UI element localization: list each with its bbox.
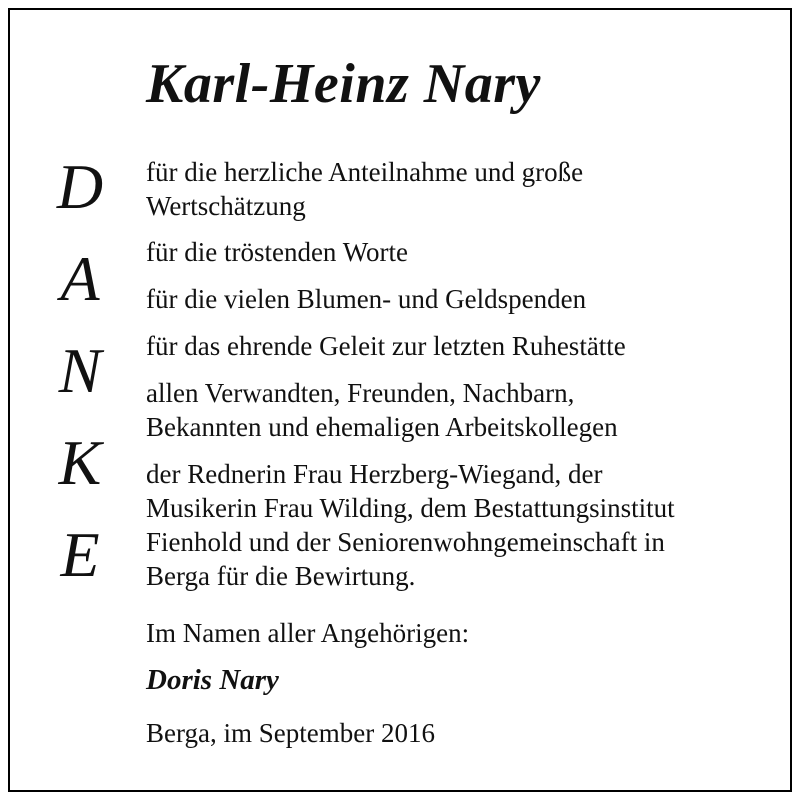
danke-letter-d: D — [56, 151, 104, 222]
thanks-line: Wertschätzung — [146, 191, 306, 221]
thanks-line: Musikerin Frau Wilding, dem Bestattungsinstitut — [146, 493, 675, 523]
thanks-line: für die tröstenden Worte — [146, 237, 408, 267]
thanks-line: Berga für die Bewirtung. — [146, 561, 416, 591]
closing-text: Im Namen aller Angehörigen: — [146, 618, 470, 648]
danke-letter-a: A — [60, 243, 100, 314]
obituary-thanks-notice — [8, 8, 792, 792]
danke-letter-k: K — [58, 427, 102, 498]
thanks-line: Bekannten und ehemaligen Arbeitskollegen — [146, 412, 618, 442]
signature-name: Doris Nary — [146, 664, 279, 696]
thanks-line: für die vielen Blumen- und Geldspenden — [146, 284, 587, 314]
danke-letter-e: E — [60, 519, 100, 590]
danke-vertical-word — [40, 151, 120, 615]
thanks-line: allen Verwandten, Freunden, Nachbarn, — [146, 378, 575, 408]
thanks-line: Fienhold und der Seniorenwohngemeinschaft in — [146, 527, 665, 557]
danke-letter-n: N — [58, 335, 102, 406]
place-date: Berga, im September 2016 — [146, 718, 435, 748]
deceased-name: Karl-Heinz Nary — [146, 53, 541, 115]
thanks-line: der Rednerin Frau Herzberg-Wiegand, der — [146, 459, 603, 489]
thanks-line: für das ehrende Geleit zur letzten Ruhestätte — [146, 331, 626, 361]
thanks-line: für die herzliche Anteilnahme und große — [146, 157, 584, 187]
